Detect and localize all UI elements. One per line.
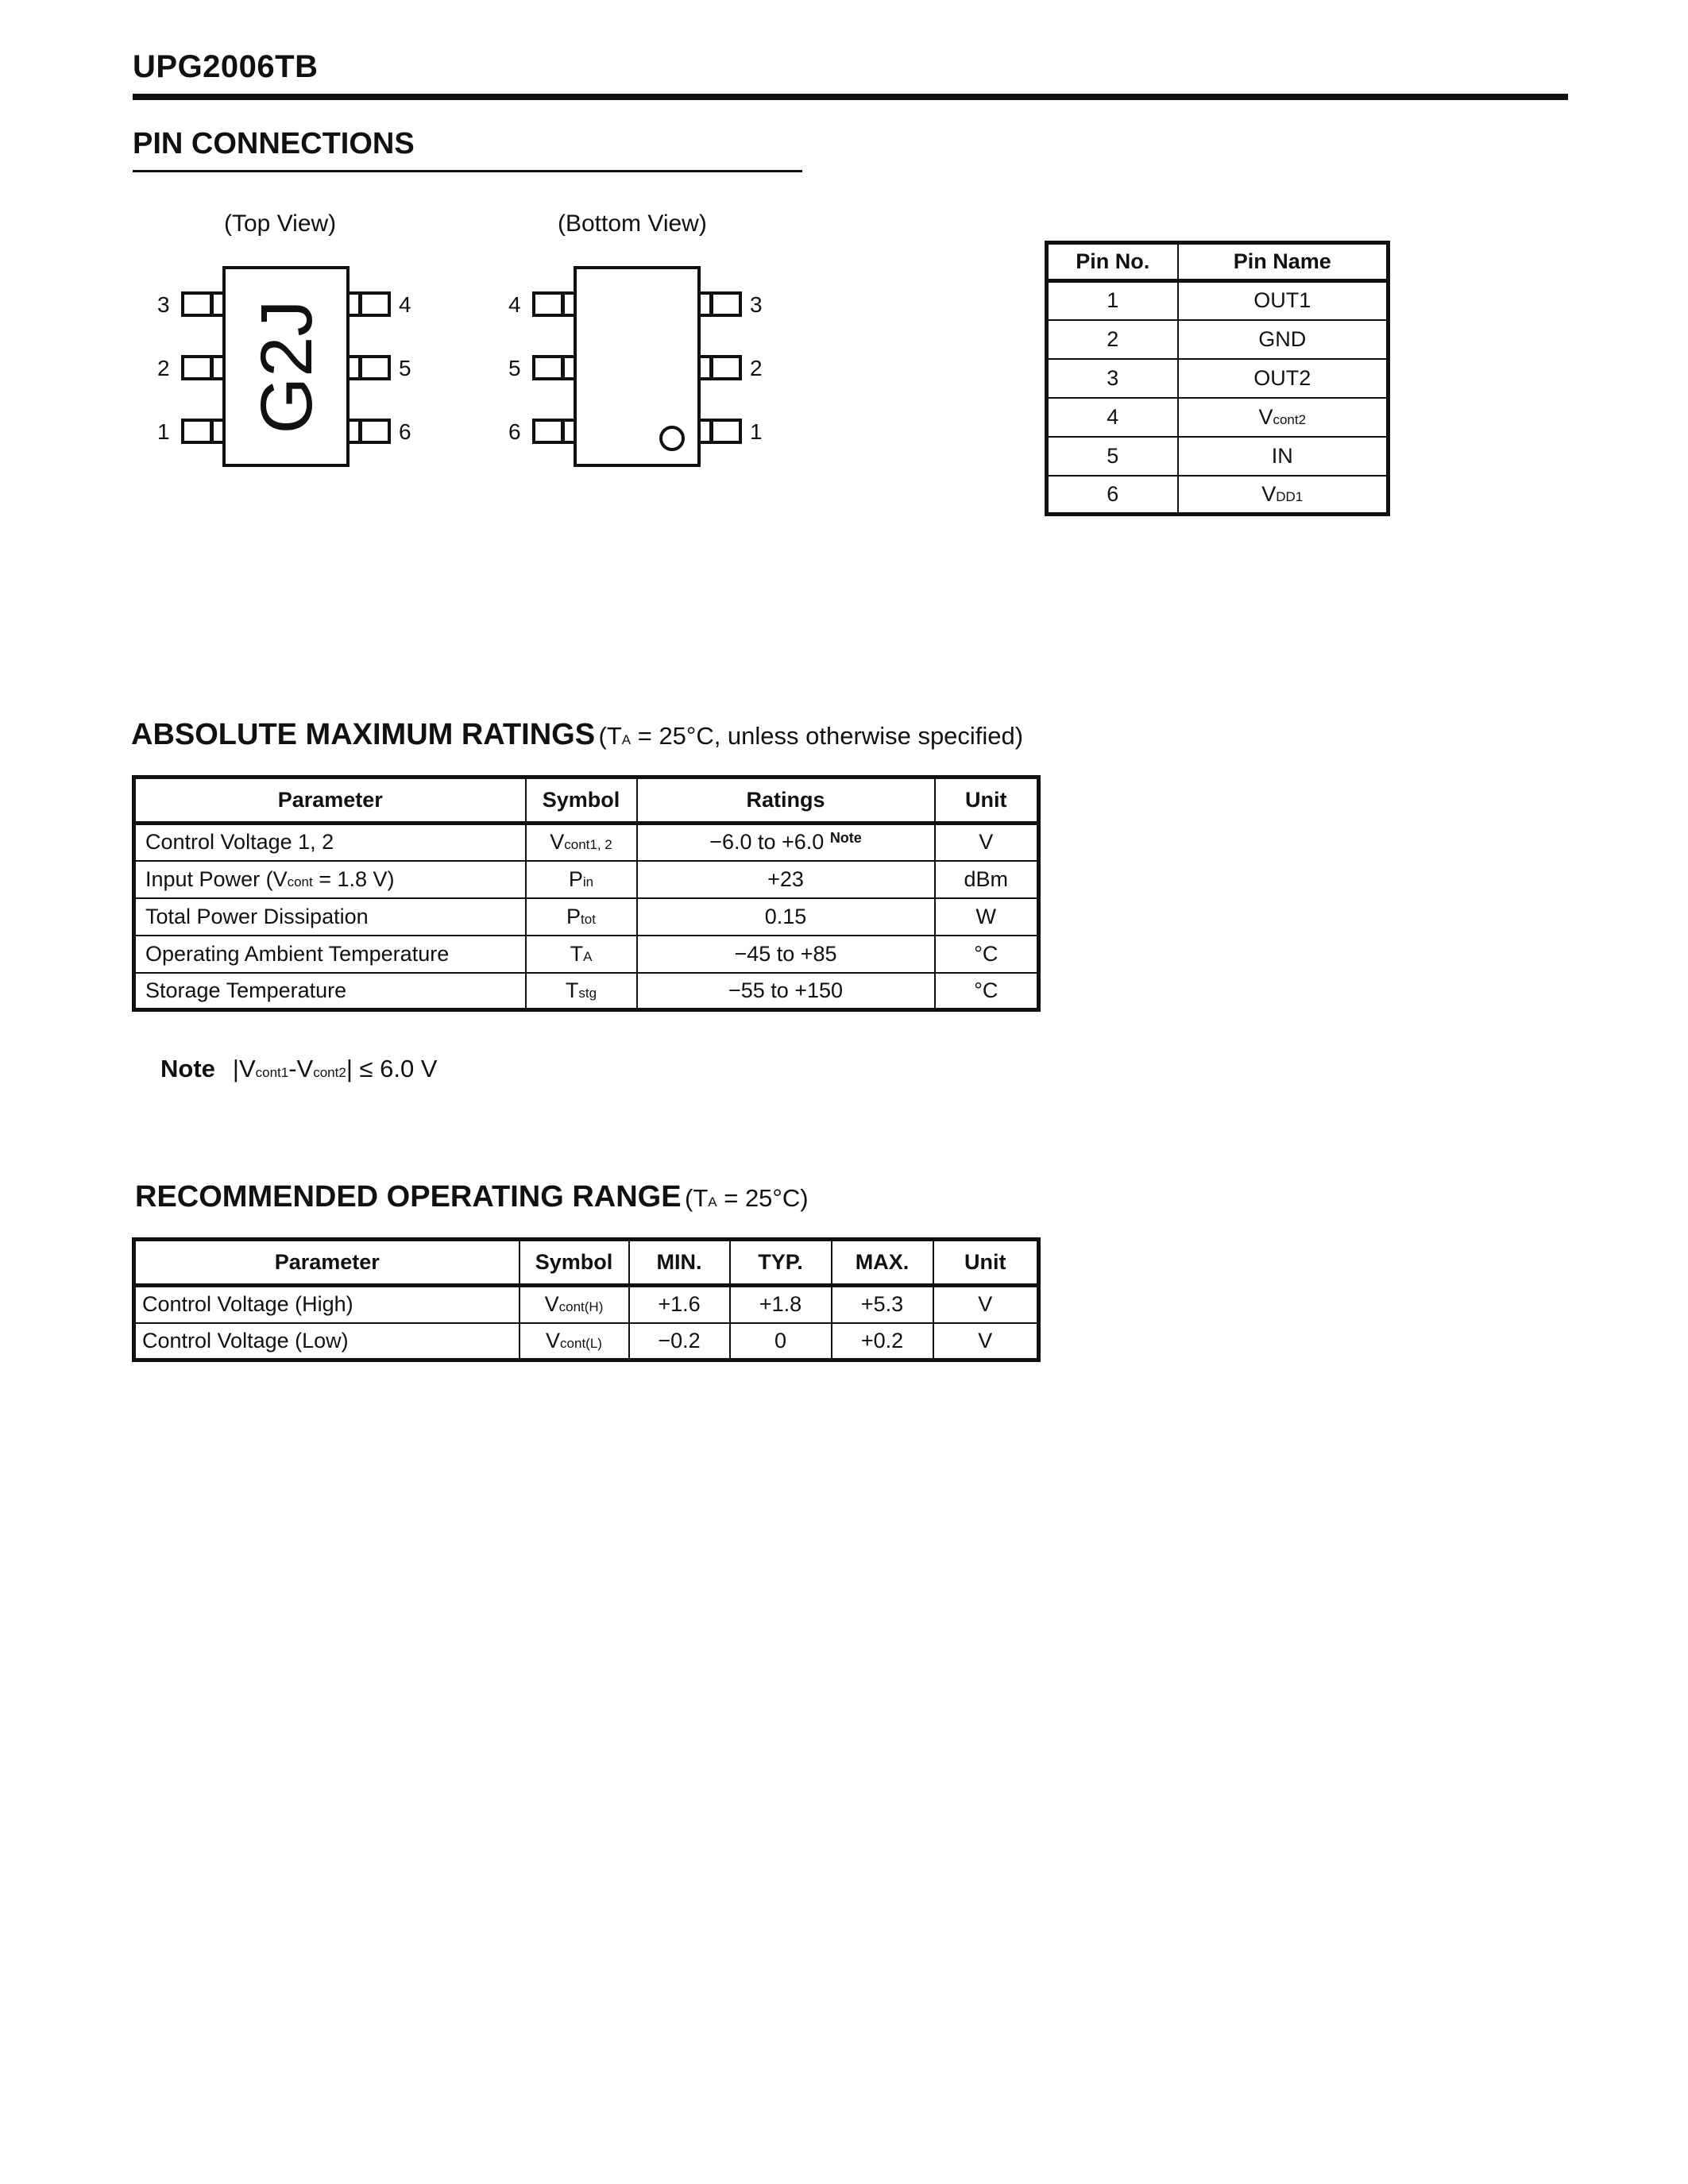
rec-op-heading xyxy=(135,1180,809,1214)
table-row xyxy=(134,973,1039,1010)
symbol-cell xyxy=(526,824,637,861)
pin-table xyxy=(1045,241,1390,516)
table-row xyxy=(1047,437,1389,476)
rec-op-header: Symbol xyxy=(520,1240,629,1286)
max-cell: +5.3 xyxy=(832,1286,933,1323)
bottom-view-pad xyxy=(534,357,575,379)
rec-op-cond-suffix: = 25°C) xyxy=(717,1184,809,1212)
symbol-text: P xyxy=(568,866,583,891)
symbol-cell xyxy=(526,861,637,898)
top-view-pad-bar xyxy=(358,293,362,315)
parameter-cell: Operating Ambient Temperature xyxy=(134,936,526,973)
pin-name-text: IN xyxy=(1271,443,1293,468)
package-diagrams xyxy=(0,0,874,508)
bottom-view-pin-number: 2 xyxy=(750,356,763,380)
symbol-text: T xyxy=(565,978,579,1002)
symbol-text: V xyxy=(546,1328,561,1352)
unit-cell: W xyxy=(935,898,1039,936)
top-view-pad-bar xyxy=(210,357,214,379)
abs-max-cond-prefix: (T xyxy=(598,722,622,750)
abs-max-cond-sub: A xyxy=(621,732,632,747)
symbol-text: P xyxy=(566,904,581,928)
pin-name-text: V xyxy=(1261,481,1277,506)
abs-max-header: Unit xyxy=(935,778,1039,824)
note-text-3: | ≤ 6.0 V xyxy=(346,1055,438,1082)
bottom-view-pad-bar xyxy=(561,293,565,315)
note-label: Note xyxy=(160,1055,215,1082)
symbol-text: V xyxy=(550,830,565,855)
top-view-pad xyxy=(348,420,389,442)
parameter-cell: Control Voltage (High) xyxy=(134,1286,520,1323)
parameter-cell: Control Voltage (Low) xyxy=(134,1323,520,1360)
top-view-pad xyxy=(183,293,224,315)
pin-name-text: V xyxy=(1258,404,1273,429)
symbol-subscript: cont1, 2 xyxy=(564,837,612,853)
pin-name-text: OUT2 xyxy=(1253,365,1311,390)
bottom-view-pin-number: 6 xyxy=(508,419,521,444)
min-cell: −0.2 xyxy=(629,1323,730,1360)
symbol-cell xyxy=(520,1323,629,1360)
bottom-view-pad xyxy=(534,420,575,442)
parameter-cell xyxy=(134,861,526,898)
top-view-pad-bar xyxy=(210,420,214,442)
top-view-pad-bar xyxy=(210,293,214,315)
rating-cell xyxy=(637,824,935,861)
rec-op-title: RECOMMENDED OPERATING RANGE xyxy=(135,1180,682,1214)
package-marking: G2J xyxy=(246,299,327,434)
symbol-cell xyxy=(526,936,637,973)
parameter-tail: = 1.8 V) xyxy=(312,866,395,891)
pin-name-text: GND xyxy=(1258,326,1307,351)
abs-max-header: Ratings xyxy=(637,778,935,824)
bottom-view-pin-number: 3 xyxy=(750,292,763,317)
pin-name-cell xyxy=(1178,398,1389,437)
document-title: UPG2006TB xyxy=(133,49,319,84)
table-row xyxy=(1047,320,1389,359)
note-sub-1: cont1 xyxy=(255,1065,289,1080)
rating-cell: −55 to +150 xyxy=(637,973,935,1010)
unit-cell: V xyxy=(935,824,1039,861)
unit-cell: V xyxy=(933,1323,1039,1360)
bottom-view-pin-number: 4 xyxy=(508,292,521,317)
pin-name-subscript: cont2 xyxy=(1273,411,1307,427)
pin-name-subscript: DD1 xyxy=(1276,488,1304,504)
table-row xyxy=(134,861,1039,898)
parameter-cell: Total Power Dissipation xyxy=(134,898,526,936)
rec-op-header: MIN. xyxy=(629,1240,730,1286)
top-view-pin-number: 3 xyxy=(157,292,170,317)
pin-name-text: OUT1 xyxy=(1253,288,1311,313)
bottom-view-package-body xyxy=(575,268,699,465)
pin-name-cell xyxy=(1178,320,1389,359)
pin-number-cell: 6 xyxy=(1047,476,1178,515)
top-view-pin-number: 5 xyxy=(399,356,411,380)
unit-cell: °C xyxy=(935,973,1039,1010)
note-text-2: -V xyxy=(288,1055,314,1082)
unit-cell: V xyxy=(933,1286,1039,1323)
typ-cell: +1.8 xyxy=(730,1286,832,1323)
parameter-text: Input Power (V xyxy=(145,866,288,891)
max-cell: +0.2 xyxy=(832,1323,933,1360)
pin-name-cell xyxy=(1178,476,1389,515)
unit-cell: dBm xyxy=(935,861,1039,898)
bottom-view-pad-bar xyxy=(561,420,565,442)
abs-max-note xyxy=(160,1055,438,1083)
top-view-pad xyxy=(348,293,389,315)
rec-op-header: TYP. xyxy=(730,1240,832,1286)
top-view-pin-number: 1 xyxy=(157,419,170,444)
symbol-subscript: A xyxy=(583,948,593,964)
typ-cell: 0 xyxy=(730,1323,832,1360)
rating-text: −6.0 to +6.0 xyxy=(709,830,825,855)
bottom-view-pad xyxy=(699,293,740,315)
symbol-subscript: cont(L) xyxy=(560,1335,602,1351)
symbol-cell xyxy=(526,898,637,936)
pin-name-cell xyxy=(1178,359,1389,398)
symbol-cell xyxy=(526,973,637,1010)
abs-max-header: Parameter xyxy=(134,778,526,824)
rec-op-header: Unit xyxy=(933,1240,1039,1286)
pin-number-cell: 4 xyxy=(1047,398,1178,437)
table-row xyxy=(1047,398,1389,437)
top-view-pad xyxy=(183,420,224,442)
table-row xyxy=(134,1323,1039,1360)
bottom-view-pad xyxy=(699,420,740,442)
abs-max-condition xyxy=(599,722,1024,750)
rec-op-table xyxy=(132,1237,1041,1362)
table-row xyxy=(1047,476,1389,515)
parameter-cell xyxy=(134,824,526,861)
rec-op-cond-prefix: (T xyxy=(685,1184,709,1212)
parameter-subscript: cont xyxy=(287,874,313,889)
bottom-view-pin-number: 1 xyxy=(750,419,763,444)
table-row xyxy=(134,824,1039,861)
symbol-text: T xyxy=(570,941,584,966)
table-row xyxy=(134,898,1039,936)
pin-number-cell: 1 xyxy=(1047,281,1178,320)
symbol-cell xyxy=(520,1286,629,1323)
parameter-cell: Storage Temperature xyxy=(134,973,526,1010)
pin-name-cell xyxy=(1178,437,1389,476)
bottom-view-pad-bar xyxy=(709,357,713,379)
pin-number-cell: 2 xyxy=(1047,320,1178,359)
pin1-index-mark xyxy=(661,427,683,450)
rating-cell: +23 xyxy=(637,861,935,898)
top-view-label: (Top View) xyxy=(224,210,337,237)
table-row xyxy=(134,1286,1039,1323)
top-view-pin-number: 4 xyxy=(399,292,411,317)
top-view-pin-number: 2 xyxy=(157,356,170,380)
pin-number-cell: 5 xyxy=(1047,437,1178,476)
abs-max-table xyxy=(132,775,1041,1012)
top-view-pad-bar xyxy=(358,420,362,442)
symbol-subscript: in xyxy=(582,874,594,889)
abs-max-title: ABSOLUTE MAXIMUM RATINGS xyxy=(131,718,596,751)
rec-op-condition xyxy=(685,1184,809,1212)
rec-op-header: MAX. xyxy=(832,1240,933,1286)
rating-cell: −45 to +85 xyxy=(637,936,935,973)
pin-table-header: Pin No. xyxy=(1047,243,1178,281)
top-view-pin-number: 6 xyxy=(399,419,411,444)
bottom-view-pad xyxy=(699,357,740,379)
table-row xyxy=(134,936,1039,973)
parameter-text: Control Voltage 1, 2 xyxy=(145,830,334,855)
abs-max-heading xyxy=(131,718,1023,752)
min-cell: +1.6 xyxy=(629,1286,730,1323)
pin-number-cell: 3 xyxy=(1047,359,1178,398)
bottom-view-pin-number: 5 xyxy=(508,356,521,380)
bottom-view-pad-bar xyxy=(709,293,713,315)
symbol-text: V xyxy=(544,1292,559,1317)
rating-cell: 0.15 xyxy=(637,898,935,936)
table-row xyxy=(1047,359,1389,398)
pin-table-header: Pin Name xyxy=(1178,243,1389,281)
rating-note-ref: Note xyxy=(829,830,862,847)
bottom-view-pad xyxy=(534,293,575,315)
note-text-1: |V xyxy=(232,1055,256,1082)
symbol-subscript: cont(H) xyxy=(558,1299,604,1315)
bottom-view-pad-bar xyxy=(561,357,565,379)
rec-op-cond-sub: A xyxy=(708,1194,717,1210)
rec-op-header: Parameter xyxy=(134,1240,520,1286)
symbol-subscript: stg xyxy=(578,985,597,1001)
table-row xyxy=(1047,281,1389,320)
abs-max-cond-suffix: = 25°C, unless otherwise specified) xyxy=(631,722,1024,750)
top-view-pad-bar xyxy=(358,357,362,379)
note-sub-2: cont2 xyxy=(313,1065,346,1080)
pin-connections-title: PIN CONNECTIONS xyxy=(133,127,415,160)
top-view-pad xyxy=(348,357,389,379)
symbol-subscript: tot xyxy=(581,911,596,927)
unit-cell: °C xyxy=(935,936,1039,973)
abs-max-header: Symbol xyxy=(526,778,637,824)
pin-name-cell xyxy=(1178,281,1389,320)
bottom-view-label: (Bottom View) xyxy=(558,210,707,237)
bottom-view-pad-bar xyxy=(709,420,713,442)
top-view-pad xyxy=(183,357,224,379)
